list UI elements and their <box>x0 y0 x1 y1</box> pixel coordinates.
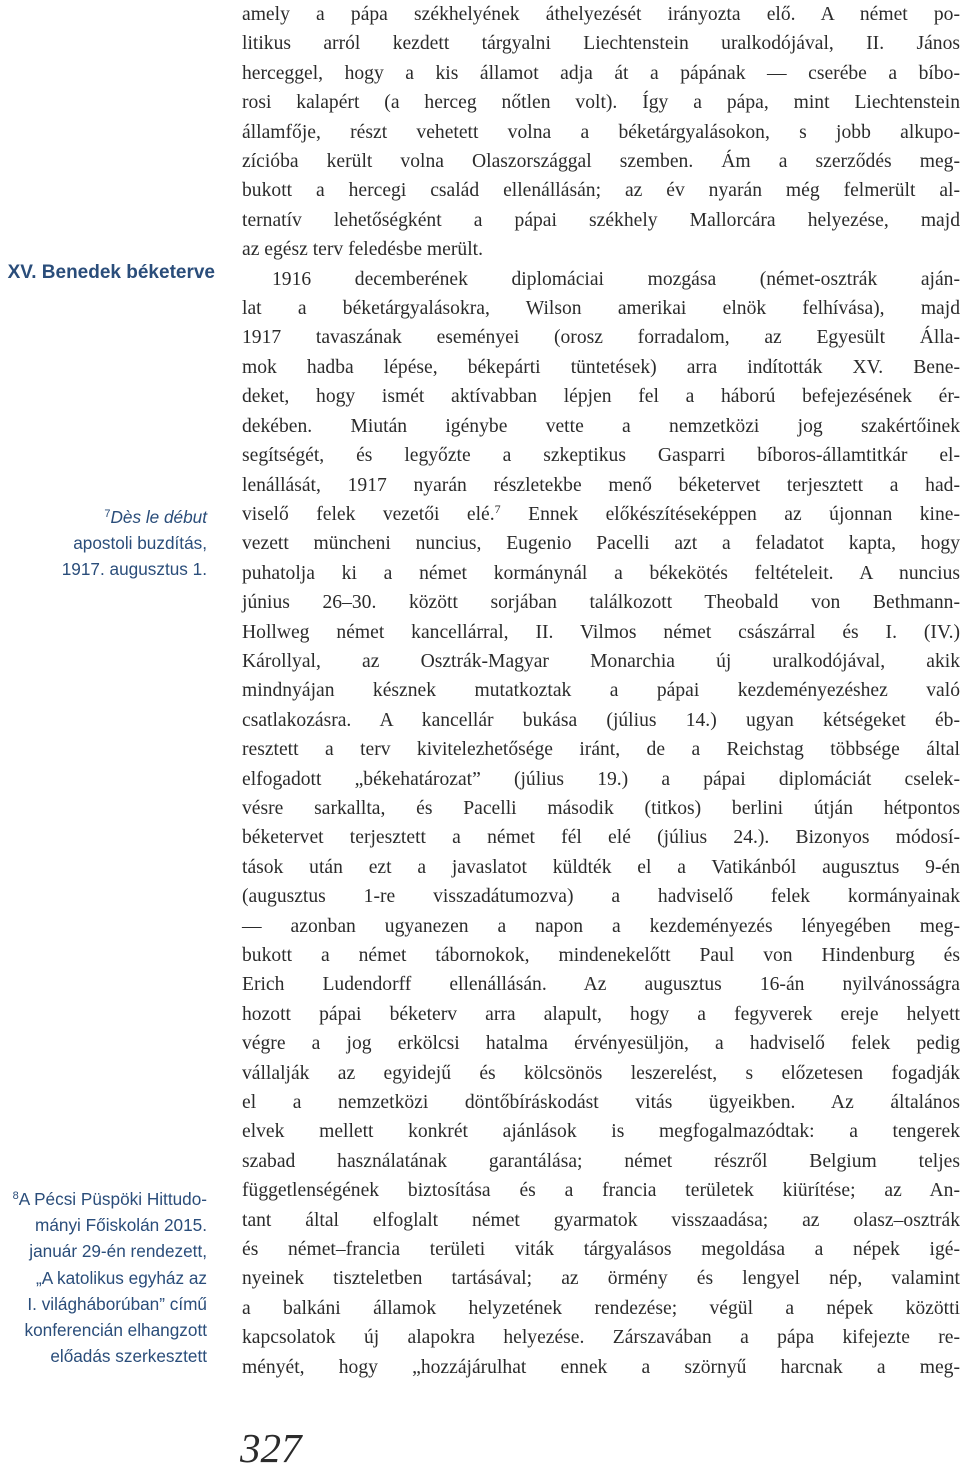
text-line: béketervet terjesztett a német fél elé (július 24.). Bizonyos módosí- <box>242 827 960 849</box>
text-line: függetlenségének biztosítása és a francia területek kiürítése; az An- <box>242 1180 960 1202</box>
page-number: 327 <box>240 1425 302 1471</box>
text-line: vállalják az egyidejű és kölcsönös leszerelést, s előzetesen fogadják <box>242 1062 960 1084</box>
text-line: kapcsolatok új alapokra helyezése. Zárszavában a pápa kifejezte re- <box>242 1327 960 1349</box>
footnote-title: Dès le début <box>110 507 207 527</box>
text-line: Károllyal, az Osztrák-Magyar Monarchia új uralkodójával, akik <box>242 650 960 672</box>
text-line: bukott a hercegi család ellenállásán; az év nyarán még felmerült al- <box>242 180 960 202</box>
text-line: a balkáni államok helyzetének rendezése; végül a népek közötti <box>242 1297 960 1319</box>
text-line: nyeinek tiszteletben tartásával; az örmény és lengyel nép, valamint <box>242 1268 960 1290</box>
text-line: ternatív lehetőségként a pápai székhely Mallorcára helyezése, majd <box>242 209 960 231</box>
text-line: litikus arról kezdett tárgyalni Liechtenstein uralkodójával, II. János <box>242 33 960 55</box>
footnote-line: 1917. augusztus 1. <box>61 559 207 580</box>
footnote-line <box>62 504 207 530</box>
text-line: lenállását, 1917 nyarán részletekbe menő béketervet terjesztett a had- <box>242 474 960 496</box>
text-line: deket, hogy ismét aktívabban lépjen fel a háború befejezésének ér- <box>242 386 960 408</box>
footnote-line: I. világháborúban” című <box>27 1293 207 1314</box>
footnote-line: január 29-én rendezett, <box>29 1241 207 1262</box>
text-line: amely a pápa székhelyének áthelyezését irányozta elő. A német po- <box>242 4 960 25</box>
paragraph-1 <box>242 0 960 265</box>
text-line: csatlakozásra. A kancellár bukása (július 14.) ugyan kétségeket éb- <box>242 709 960 731</box>
text-line: és német–francia területi viták tárgyalásos megoldása a népek igé- <box>242 1239 960 1261</box>
text-line: 1917 tavaszának eseményei (orosz forradalom, az Egyesült Álla- <box>242 327 960 349</box>
paragraph-2 <box>242 265 960 1382</box>
text-line: lat a béketárgyalásokra, Wilson amerikai elnök felhívása), majd <box>242 298 960 320</box>
text-line: herceggel, hogy a kis államot adja át a pápának — cserébe a bíbo- <box>242 62 960 84</box>
footnote-line: konferencián elhangzott <box>24 1320 207 1341</box>
footnote-8 <box>13 1186 207 1369</box>
text-line: vésre sarkallta, és Pacelli második (titkos) berlini útján hétpontos <box>242 797 960 819</box>
footnote-marker: 8 <box>12 1190 19 1202</box>
text-line: — azonban ugyanezen a napon a kezdeményezés lényegében meg- <box>242 915 960 937</box>
text-line: puhatolja ki a német kormánynál a békekötés feltételeit. A nuncius <box>242 562 960 584</box>
footnote-line: apostoli buzdítás, <box>73 533 207 554</box>
text-line: 1916 decemberének diplomáciai mozgása (német-osztrák aján- <box>272 268 960 290</box>
text-line: el a nemzetközi döntőbíráskodást vitás ügyeikben. Az általános <box>242 1092 960 1114</box>
footnote-reference: 7 <box>494 501 501 516</box>
footnote-marker: 7 <box>104 508 111 520</box>
text-line: végre a jog erkölcsi hatalma érvényesüljön, a hadviselő felek pedig <box>242 1033 960 1055</box>
text-line: az egész terv feledésbe merült. <box>242 239 483 261</box>
text-line: elfogadott „békehatározat” (július 19.) a pápai diplomáciát cselek- <box>242 768 960 790</box>
text-line: resztett a terv kivitelezhetősége iránt, de a Reichstag többsége által <box>242 739 960 761</box>
text-line: zícióba került volna Olaszországgal szemben. Ám a szerződés meg- <box>242 151 960 173</box>
text-line: ményét, hogy „hozzájárulhat ennek a szörnyű harcnak a meg- <box>242 1356 960 1378</box>
footnote-line: „A katolikus egyház az <box>35 1267 207 1288</box>
text-line: rosi kalapért (a herceg nőtlen volt). Így a pápa, mint Liechtenstein <box>242 92 960 114</box>
text-line: Hollweg német kancellárral, II. Vilmos német császárral és I. (IV.) <box>242 621 960 643</box>
text-line: mindnyájan késznek mutatkoztak a pápai kezdeményezéshez való <box>242 680 960 702</box>
text-line: hozott pápai béketerv arra alapult, hogy a fegyverek ereje helyett <box>242 1003 960 1025</box>
text-line: segítségét, és legyőzte a szkeptikus Gasparri bíboros-államtitkár el- <box>242 445 960 467</box>
text-line: államfője, részt vehetett volna a béketárgyalásokon, s jobb alkupo- <box>242 121 960 143</box>
footnote-7 <box>62 504 207 583</box>
text-line: dekében. Miután igénybe vette a nemzetközi jog szakértőinek <box>242 415 960 437</box>
section-title: XV. Benedek béketerve <box>7 262 215 283</box>
text-line: vezett müncheni nuncius, Eugenio Pacelli azt a feladatot kapta, hogy <box>242 533 960 555</box>
main-text <box>242 0 960 1382</box>
text-line: Erich Ludendorff ellenállásán. Az augusztus 16-án nyilvánosságra <box>242 974 960 996</box>
text-line: tások után ezt a javaslatot küldték el a Vatikánból augusztus 9-én <box>242 856 960 878</box>
footnote-line: $^8$A Pécsi Püspöki Hittudo- <box>12 1189 207 1209</box>
text-line: bukott a német tábornokok, mindenekelőtt Paul von Hindenburg és <box>242 945 960 966</box>
footnote-line: mányi Főiskolán 2015. <box>35 1215 207 1236</box>
text-line: elvek mellett konkrét ajánlások is megfogalmazódtak: a tengerek <box>242 1121 960 1143</box>
text-line: viselő felek vezetői elé.$^7$ Ennek előkészítéseképpen az újonnan kine- <box>242 501 960 525</box>
text-line: szabad használatának garantálása; német részről Belgium teljes <box>242 1150 960 1172</box>
text-line: (augusztus 1-re visszadátumozva) a hadviselő felek kormányainak <box>242 886 960 908</box>
footnote-line: előadás szerkesztett <box>50 1346 207 1367</box>
text-line: mok hadba lépése, békepárti tüntetések) arra indították XV. Bene- <box>242 356 960 378</box>
text-line: június 26–30. között sorjában találkozott Theobald von Bethmann- <box>242 592 960 614</box>
text-line: tant által elfoglalt német gyarmatok visszaadása; az olasz–osztrák <box>242 1209 960 1231</box>
